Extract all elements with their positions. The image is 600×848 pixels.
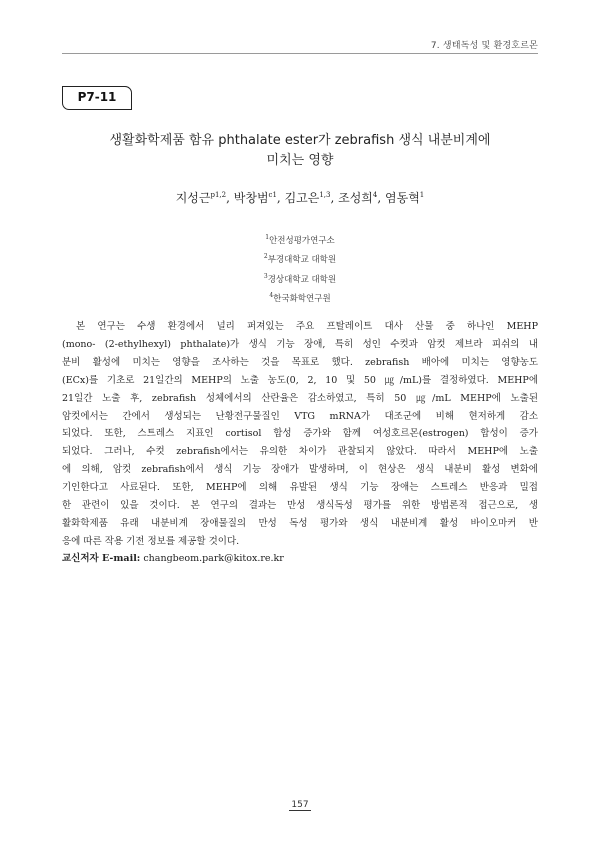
abstract-line: 활화학제품 유래 내분비계 장애물질의 만성 독성 평가와 생식 내분비계 활성 바이오마커 반 [62,517,538,529]
page-number: 157 [291,800,309,810]
affiliation: $^4$한국화학연구원 [269,291,331,304]
author-affiliation-mark: p1,2 [210,191,227,199]
affiliation: $^1$안전성평가연구소 [265,234,335,246]
abstract-line: (mono- (2-ethylhexyl) phthalate)가 생식 기능 장애, 특히 성인 수컷과 암컷 제브라 피쉬의 내 [62,338,538,350]
title-line-2: 미치는 영향 [266,153,334,168]
abstract-line: 에 의해, 암컷 zebrafish에서 생식 기능 장애가 발생하며, 이 현상은 생식 내분비 활성 변화에 [62,464,538,476]
corresponding-author [62,550,284,564]
poster-code-badge: P7-11 [62,86,132,110]
author: 조성희 [338,191,373,205]
author: 염동혁 [385,191,420,205]
abstract-line: 되었다. 또한, 스트레스 지표인 cortisol 합성 증가와 함께 여성호르몬(estrogen) 합성이 증가 [62,428,538,440]
title-line-1: 생활화학제품 함유 phthalate ester가 zebrafish 생식 내분비계에 [109,133,491,148]
corresponding-email-link[interactable]: changbeom.park@kitox.re.kr [143,553,284,564]
abstract-line: 기인한다고 사료된다. 또한, MEHP에 의해 유발된 생식 기능 장애는 스트레스 반응과 밀접 [62,482,538,494]
abstract-line: 한 관련이 있을 것이다. 본 연구의 결과는 만성 생식독성 평가를 위한 방법론적 접근으로, 생 [62,500,538,512]
header-divider [62,53,538,54]
author-affiliation-mark: c1 [268,191,277,199]
author-affiliation-mark: 1,3 [319,191,331,199]
abstract-line: 응에 따른 작용 기전 정보를 제공할 것이다. [62,535,240,547]
abstract-line: 본 연구는 수생 환경에서 널리 퍼져있는 주요 프탈레이트 대사 산물 중 하나인 MEHP [76,321,538,332]
author-affiliation-mark: 4 [372,191,378,199]
affiliation-list [62,230,538,307]
author: 박창범 [233,191,269,205]
abstract-line: 21일간 노출 후, zebrafish 성체에서의 산란율은 감소하였고, 특히 50 ㎍/mL MEHP에 노출된 [62,392,538,404]
paper-title [62,131,538,171]
affiliation: $^3$경상대학교 대학원 [263,272,337,285]
abstract-line: 되었다. 그러나, 수컷 zebrafish에서는 유의한 차이가 관찰되지 않았다. 따라서 MEHP에 노출 [62,446,538,458]
abstract-line: 분비 활성에 미치는 영향을 조사하는 것을 목표로 했다. zebrafish 배아에 미치는 영향농도 [62,356,538,368]
author-affiliation-mark: 1 [419,191,425,199]
abstract-body [62,318,538,551]
corresponding-label: 교신저자 E-mail: [62,553,141,564]
running-header: 7. 생태독성 및 환경호르몬 [430,41,538,51]
abstract-line: 암컷에서는 간에서 생성되는 난황전구물질인 VTG mRNA가 대조군에 비해 현저하게 감소 [62,410,538,422]
author: 김고은 [284,191,320,205]
affiliation: $^2$부경대학교 대학원 [263,253,337,266]
author-list: 지성근$^{p1,2}$, 박창범$^{c1}$, 김고은$^{1,3}$, 조성희$^4$, 염동혁$^1$ [175,191,425,205]
abstract-line: (ECx)를 기초로 21일간의 MEHP의 노출 농도(0, 2, 10 및 50 ㎍/mL)를 결정하였다. MEHP에 [62,374,538,386]
author: 지성근 [175,191,211,205]
